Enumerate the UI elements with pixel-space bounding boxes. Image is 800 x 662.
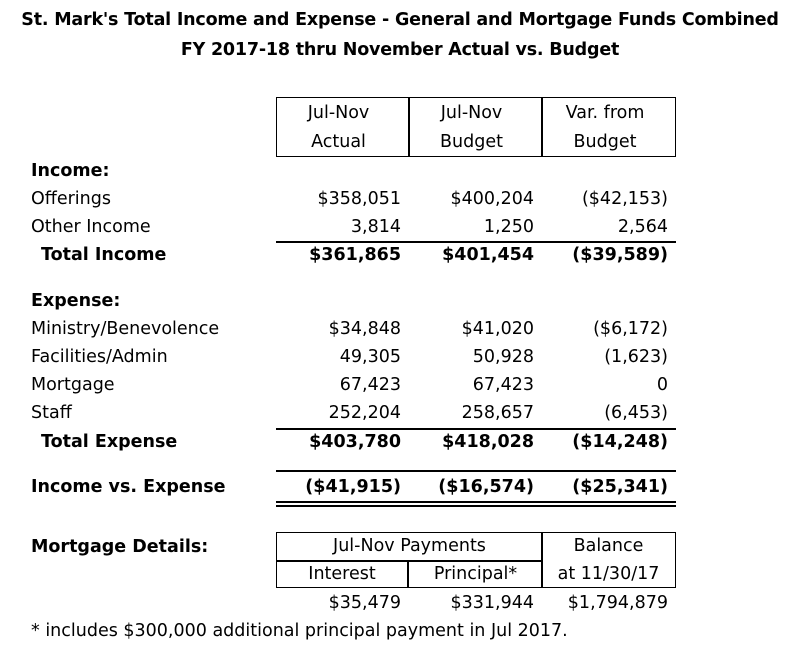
total-income-variance: ($39,589): [572, 245, 668, 265]
cell-variance: 2,564: [617, 217, 668, 237]
cell-budget: 50,928: [472, 347, 534, 367]
cell-variance: (6,453): [604, 403, 668, 423]
total-income-budget: $401,454: [442, 245, 534, 265]
cell-budget: 258,657: [461, 403, 534, 423]
cell-budget: 67,423: [472, 375, 534, 395]
col-budget-header-2: Budget: [440, 132, 503, 152]
cell-budget: 1,250: [483, 217, 534, 237]
row-label: Ministry/Benevolence: [31, 319, 220, 339]
cell-variance: ($6,172): [593, 319, 668, 339]
col-actual-header-2: Actual: [311, 132, 366, 152]
net-double-rule-2: [276, 505, 676, 507]
net-top-rule: [276, 470, 676, 472]
net-budget: ($16,574): [438, 477, 534, 497]
cell-variance: (1,623): [604, 347, 668, 367]
net-label: Income vs. Expense: [31, 477, 226, 497]
total-expense-budget: $418,028: [442, 432, 534, 452]
total-expense-label: Total Expense: [41, 432, 178, 452]
total-expense-actual: $403,780: [309, 432, 401, 452]
cell-actual: 67,423: [339, 375, 401, 395]
cell-actual: $34,848: [328, 319, 401, 339]
cell-budget: $400,204: [450, 189, 534, 209]
expense-heading: Expense:: [31, 291, 121, 311]
cell-budget: $41,020: [461, 319, 534, 339]
cell-actual: 49,305: [339, 347, 401, 367]
col-variance-header-2: Budget: [573, 132, 637, 152]
report-subtitle: FY 2017-18 thru November Actual vs. Budget: [180, 40, 620, 60]
total-expense-variance: ($14,248): [572, 432, 668, 452]
cell-actual: 252,204: [328, 403, 401, 423]
balance-header-1: Balance: [573, 536, 644, 556]
footnote: * includes $300,000 additional principal payment in Jul 2017.: [31, 621, 568, 641]
row-label: Staff: [31, 403, 72, 423]
income-heading: Income:: [31, 161, 110, 181]
col-actual-header-1: Jul-Nov: [307, 103, 370, 123]
row-label: Offerings: [31, 189, 111, 209]
expense-total-rule: [276, 428, 676, 430]
income-total-rule: [276, 241, 676, 243]
total-income-actual: $361,865: [309, 245, 401, 265]
row-label: Other Income: [31, 217, 151, 237]
col-budget-header-1: Jul-Nov: [440, 103, 503, 123]
payments-divider: [276, 560, 543, 562]
mortgage-interest-value: $35,479: [328, 593, 401, 613]
report-title: St. Mark's Total Income and Expense - General and Mortgage Funds Combined: [21, 10, 779, 30]
mortgage-balance-value: $1,794,879: [567, 593, 668, 613]
row-label: Facilities/Admin: [31, 347, 168, 367]
cell-actual: $358,051: [317, 189, 401, 209]
principal-header: Principal*: [433, 564, 518, 584]
payments-header: Jul-Nov Payments: [333, 536, 486, 556]
net-double-rule-1: [276, 501, 676, 503]
net-variance: ($25,341): [572, 477, 668, 497]
row-label: Mortgage: [31, 375, 115, 395]
interest-header: Interest: [308, 564, 376, 584]
col-variance-header-1: Var. from: [565, 103, 645, 123]
cell-variance: 0: [656, 375, 668, 395]
cell-actual: 3,814: [350, 217, 401, 237]
mortgage-heading: Mortgage Details:: [31, 537, 209, 557]
cell-variance: ($42,153): [581, 189, 668, 209]
net-actual: ($41,915): [305, 477, 401, 497]
mortgage-principal-value: $331,944: [450, 593, 534, 613]
total-income-label: Total Income: [41, 245, 167, 265]
balance-header-2: at 11/30/17: [557, 564, 660, 584]
